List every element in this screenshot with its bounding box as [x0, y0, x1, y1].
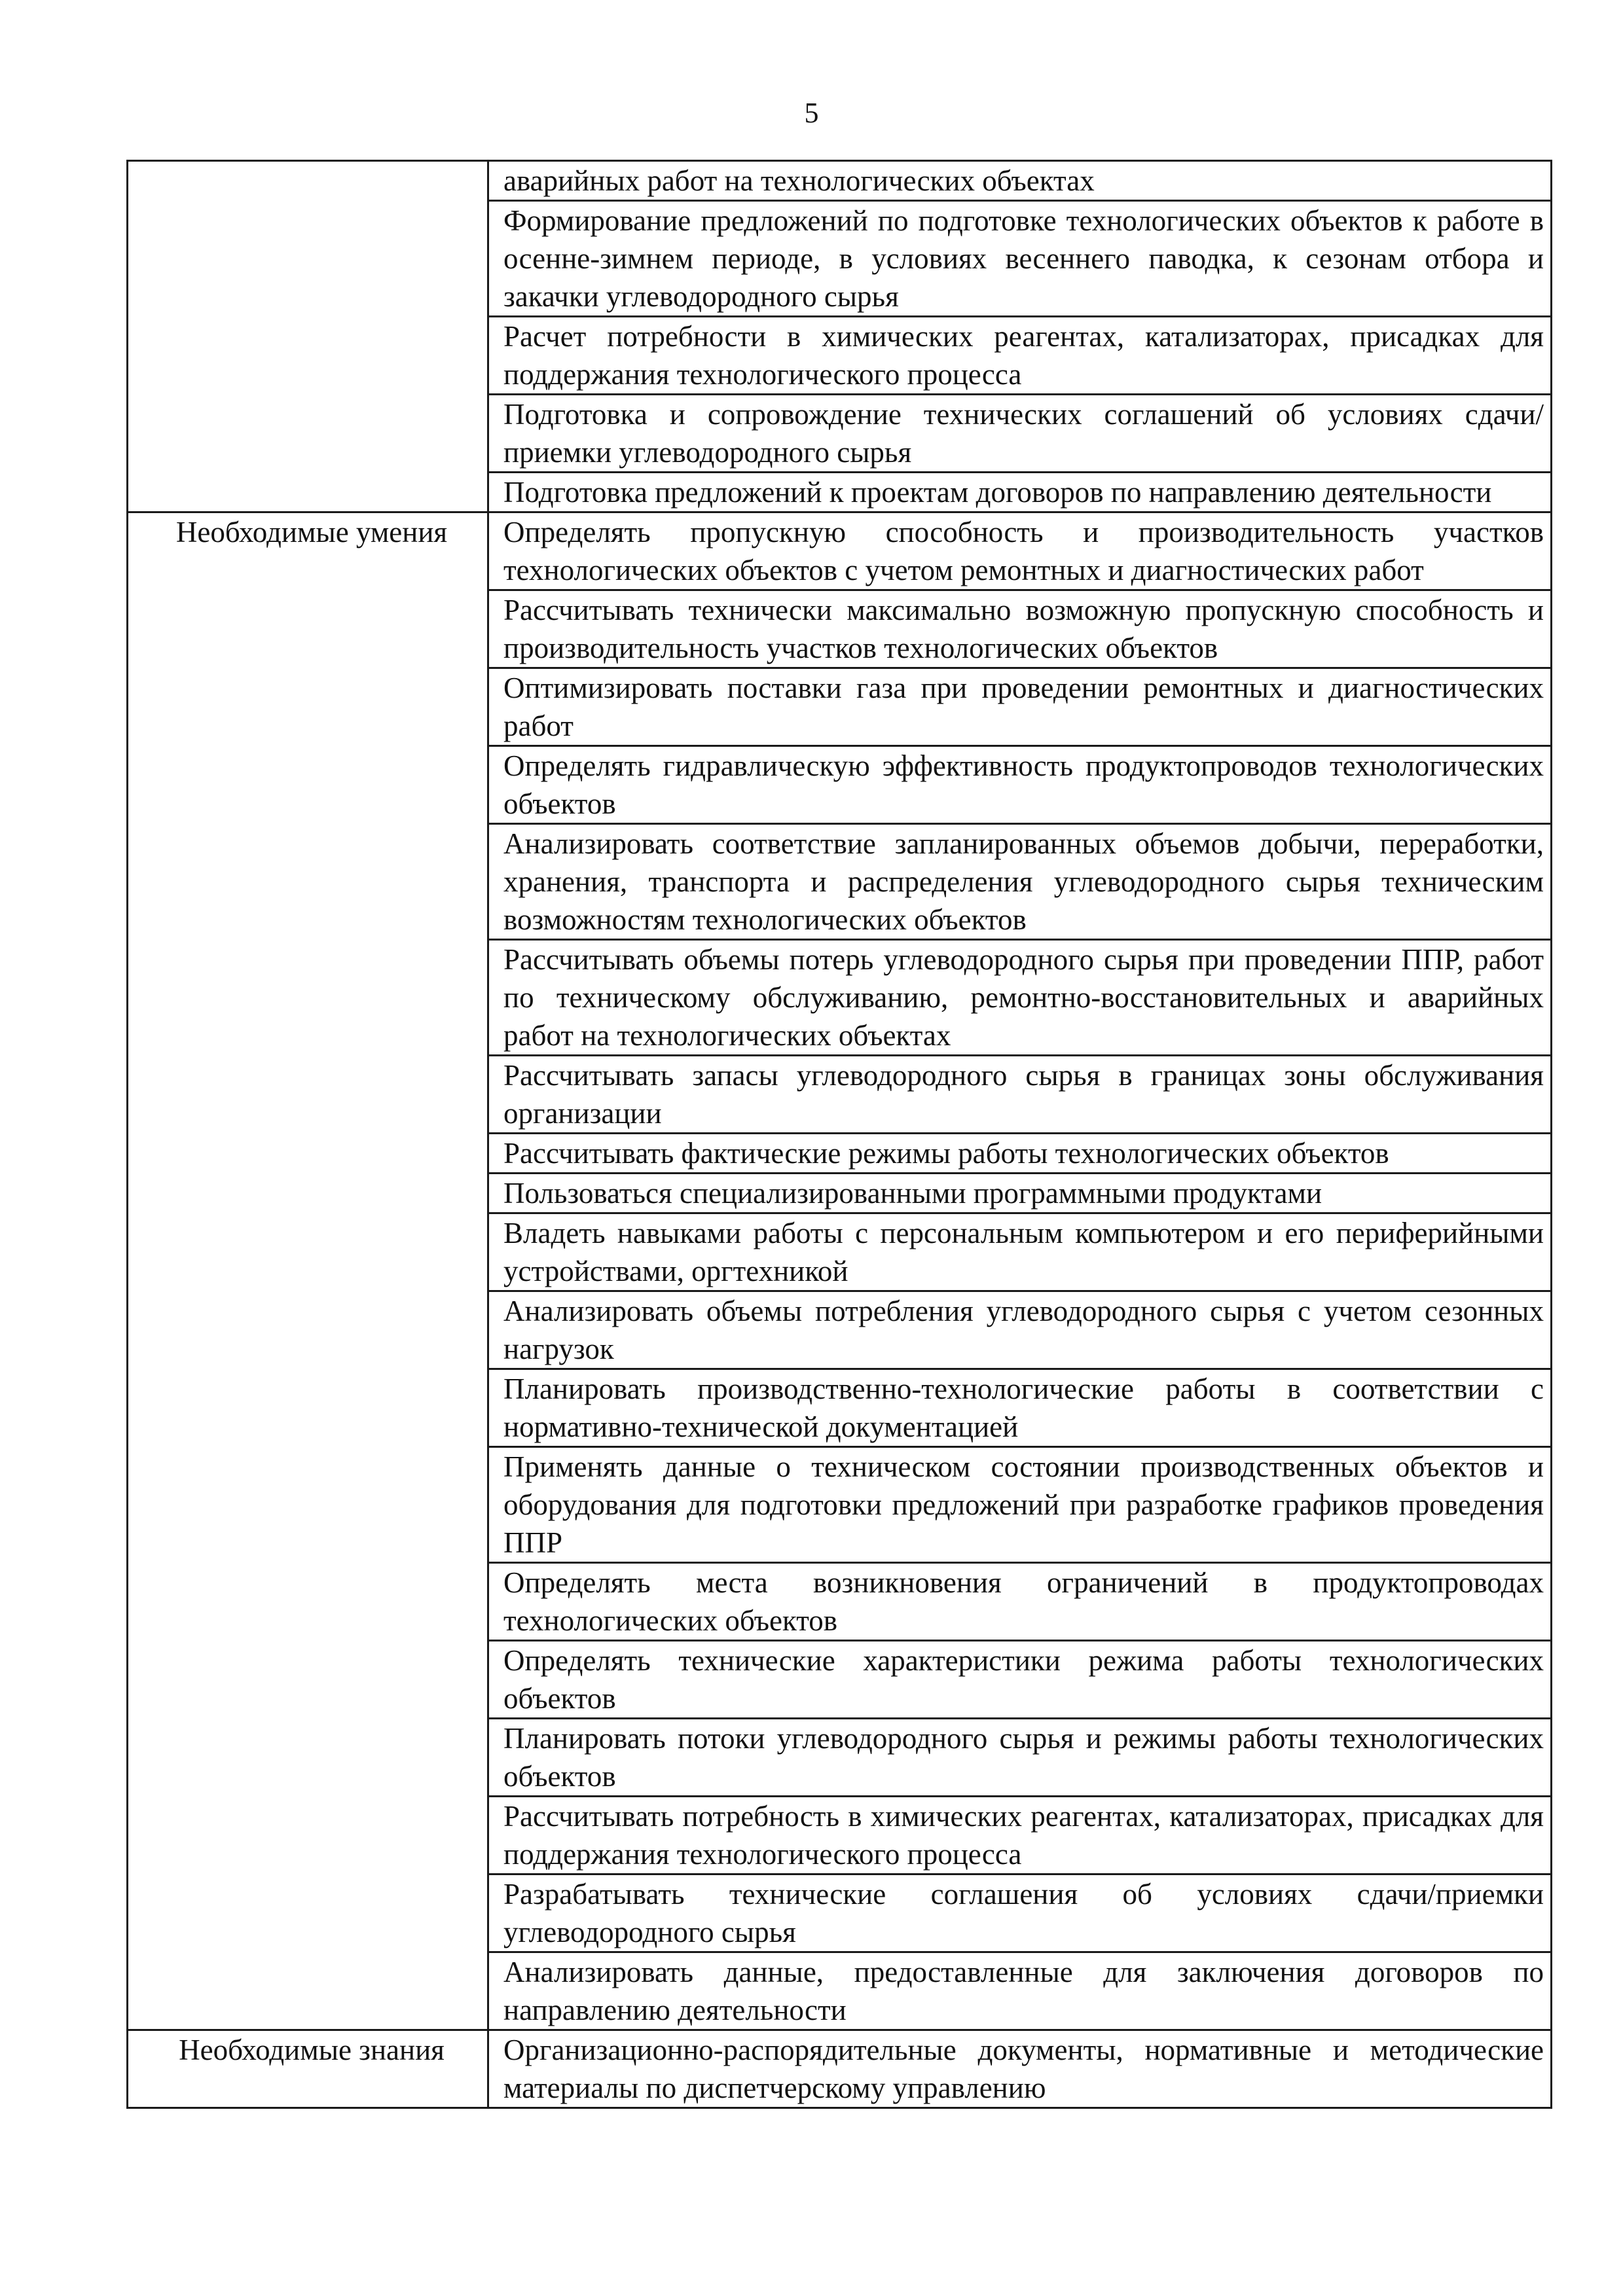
- list-item: Оптимизировать поставки газа при проведении ремонтных и диагностических работ: [488, 668, 1552, 746]
- list-item: Определять пропускную способность и производительность участков технологических объектов с учетом ремонтных и диагностических работ: [488, 512, 1552, 590]
- list-item: Анализировать соответствие запланированных объемов добычи, переработки, хранения, транспорта и распределения углеводородного сырья техническим возможностям технологических объектов: [488, 824, 1552, 940]
- table-row: [128, 161, 1552, 201]
- list-item: Организационно-распорядительные документы, нормативные и методические материалы по диспетчерскому управлению: [488, 2030, 1552, 2108]
- list-item: Определять технические характеристики режима работы технологических объектов: [488, 1641, 1552, 1719]
- list-item: Расчет потребности в химических реагентах, катализаторах, присадках для поддержания технологического процесса: [488, 317, 1552, 395]
- page-number: 5: [804, 97, 819, 129]
- table-row: [128, 2030, 1552, 2108]
- requirements-table: [126, 160, 1552, 2109]
- list-item: Рассчитывать объемы потерь углеводородного сырья при проведении ППР, работ по техническому обслуживанию, ремонтно-восстановительных и аварийных работ на технологических объектах: [488, 940, 1552, 1056]
- list-item: Планировать производственно-технологические работы в соответствии с нормативно-технической документацией: [488, 1369, 1552, 1447]
- list-item: Рассчитывать запасы углеводородного сырья в границах зоны обслуживания организации: [488, 1056, 1552, 1134]
- list-item: Определять гидравлическую эффективность продуктопроводов технологических объектов: [488, 746, 1552, 824]
- list-item: Подготовка и сопровождение технических соглашений об условиях сдачи/приемки углеводородного сырья: [488, 395, 1552, 473]
- knowledge-label: Необходимые знания: [128, 2030, 488, 2108]
- list-item: Рассчитывать технически максимально возможную пропускную способность и производительность участков технологических объектов: [488, 590, 1552, 668]
- list-item: Определять места возникновения ограничений в продуктопроводах технологических объектов: [488, 1563, 1552, 1641]
- list-item: Пользоваться специализированными программными продуктами: [488, 1174, 1552, 1213]
- list-item: Рассчитывать потребность в химических реагентах, катализаторах, присадках для поддержания технологического процесса: [488, 1797, 1552, 1874]
- list-item: Анализировать данные, предоставленные для заключения договоров по направлению деятельности: [488, 1952, 1552, 2030]
- table-row: [128, 512, 1552, 590]
- list-item: Анализировать объемы потребления углеводородного сырья с учетом сезонных нагрузок: [488, 1291, 1552, 1369]
- list-item: Владеть навыками работы с персональным компьютером и его периферийными устройствами, оргтехникой: [488, 1213, 1552, 1291]
- list-item: Формирование предложений по подготовке технологических объектов к работе в осенне-зимнем периоде, в условиях весеннего паводка, к сезонам отбора и закачки углеводородного сырья: [488, 201, 1552, 317]
- list-item: Рассчитывать фактические режимы работы технологических объектов: [488, 1134, 1552, 1174]
- list-item: Применять данные о техническом состоянии производственных объектов и оборудования для подготовки предложений при разработке графиков проведения ППР: [488, 1447, 1552, 1563]
- list-item: Подготовка предложений к проектам договоров по направлению деятельности: [488, 473, 1552, 512]
- list-item: Планировать потоки углеводородного сырья и режимы работы технологических объектов: [488, 1719, 1552, 1797]
- list-item: Разрабатывать технические соглашения об условиях сдачи/приемки углеводородного сырья: [488, 1874, 1552, 1952]
- continuation-label-cell: [128, 161, 488, 512]
- list-item: аварийных работ на технологических объектах: [488, 161, 1552, 201]
- skills-label: Необходимые умения: [128, 512, 488, 2030]
